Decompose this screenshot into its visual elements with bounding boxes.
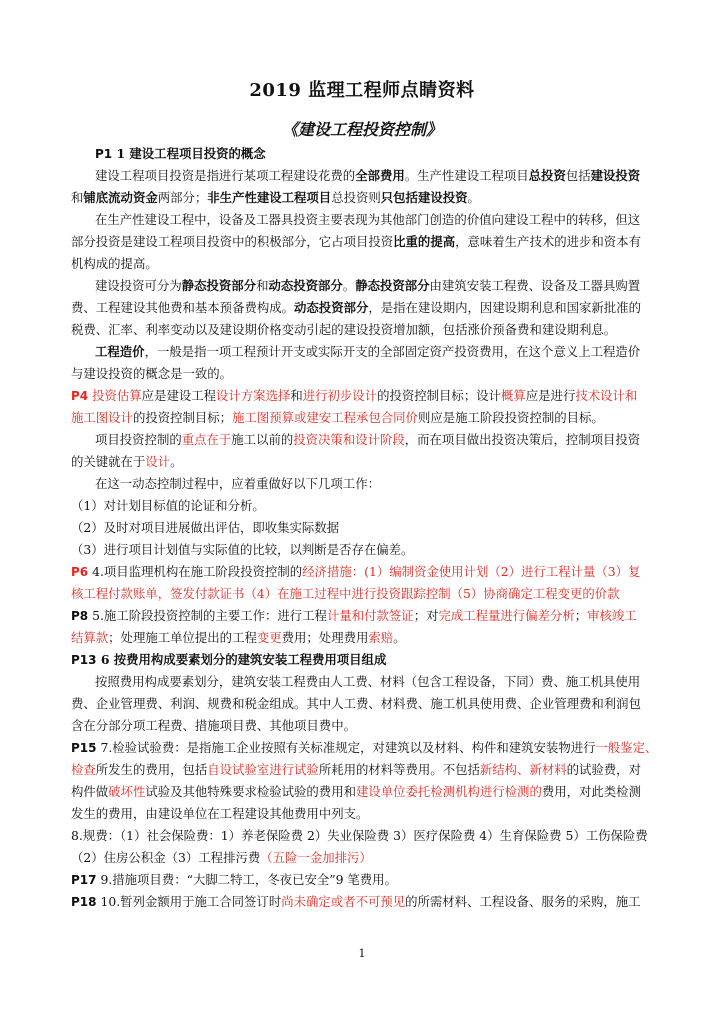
text-run: 尚未确定或者不可预见 (281, 894, 406, 909)
text-run: ，一般是指一项工程预计开支或实际开支的全部固定资产投资费用，在这个意义上工程造价 (144, 344, 641, 359)
text-line (71, 894, 657, 910)
text-run: 投资决策和设计阶段 (293, 432, 405, 447)
text-run: P15 (71, 741, 97, 755)
text-run: 两部分； (157, 190, 208, 205)
text-line (71, 608, 657, 624)
text-line (71, 300, 657, 316)
text-run: 概算 (501, 388, 526, 403)
text-run: 项目投资控制的 (95, 432, 182, 447)
text-line (71, 542, 657, 558)
text-run: （2）住房公积金（3）工程排污费 (71, 850, 261, 865)
text-run: 新结构、新材料 (479, 762, 567, 777)
text-run: 9.措施项目费：“大脚二特工，冬夜已安全”9 笔费用。 (96, 872, 397, 887)
text-run: P18 (71, 895, 97, 909)
text-line (71, 828, 657, 844)
text-line (71, 454, 657, 470)
text-run: ； (574, 608, 588, 623)
text-line (71, 564, 657, 580)
document-title: 2019 监理工程师点睛资料 (249, 80, 475, 101)
text-run: （1）对计划目标值的论证和分析。 (71, 498, 265, 513)
text-run: 设计方案选择 (216, 388, 291, 403)
document-subtitle: 《建设工程投资控制》 (281, 120, 442, 139)
text-run: 施工图设计 (71, 410, 133, 425)
text-run: P4 (71, 389, 89, 403)
text-run: 索赔 (368, 630, 394, 645)
text-run: 技术设计和 (575, 388, 638, 403)
text-run: 构件做 (71, 784, 109, 799)
text-line (71, 322, 657, 338)
text-run: 费用，对此类检测 (541, 784, 641, 799)
text-run: 8.规费：（1）社会保险费：1）养老保险费 2）失业保险费 3）医疗保险费 4）生育保险费 5）工伤保险费 (71, 828, 648, 843)
text-run: 所发生的费用，包括 (95, 762, 208, 777)
text-run: ，意味着生产技术的进步和资本有 (455, 234, 641, 249)
text-run: 总投资 (528, 168, 566, 183)
text-run: 施工以前的 (231, 432, 294, 447)
text-line (71, 520, 657, 536)
text-run: 检查 (71, 762, 96, 777)
text-line (71, 850, 657, 866)
text-line (71, 784, 657, 800)
text-line (71, 718, 657, 734)
text-run: 和 (290, 388, 303, 403)
text-run: （3）进行项目计划值与实际值的比较，以判断是否存在偏差。 (71, 542, 414, 557)
text-run: 与建设投资的概念是一致的。 (71, 366, 233, 381)
text-run: 自设试验室进行试验 (207, 762, 319, 777)
text-run: 所耗用的材料等费用。不包括 (318, 762, 480, 777)
text-line (71, 388, 657, 404)
text-run: 7.检验试验费：是指施工企业按照有关标准规定，对建筑以及材料、构件和建筑安装物进行 (96, 740, 596, 755)
text-run: 经济措施：(1）编制资金使用计划（2）进行工程计量（3）复 (302, 564, 641, 579)
text-run: 施工图预算或建安工程承包合同价 (232, 410, 418, 425)
text-run: 应是进行 (525, 388, 576, 403)
text-line (71, 630, 657, 646)
text-line (71, 806, 657, 822)
text-run: 则应是施工阶段投资控制的目标。 (417, 410, 604, 425)
text-run: 由建筑安装工程费、设备及工器具购置 (429, 278, 641, 293)
text-run: 的关键就在于 (71, 454, 146, 469)
text-run: 。 (342, 278, 356, 293)
text-run: P17 (71, 873, 97, 887)
text-run: 。 (170, 454, 183, 469)
text-line (71, 256, 657, 272)
text-run: （五险一金加排污） (260, 850, 372, 865)
text-run: 含在分部分项工程费、措施项目费、其他项目费中。 (71, 718, 356, 733)
text-run: P8 (71, 609, 89, 623)
text-run: 的投资控制目标； (132, 410, 233, 425)
text-run: 机构成的提高。 (71, 256, 158, 271)
text-run: （2）及时对项目进展做出评估，即收集实际数据 (71, 520, 340, 535)
text-run: 的试验费，对 (566, 762, 641, 777)
text-run: 部分投资是建设工程项目投资中的积极部分，它占项目投资 (71, 234, 394, 249)
text-run: ；对 (413, 608, 439, 623)
text-run: 计量和付款签证 (326, 608, 414, 623)
text-run: 试验及其他特殊要求检验试验的费用和 (145, 784, 356, 799)
text-run: 4.项目监理机构在施工阶段投资控制的 (88, 564, 303, 579)
text-run: 建设单位委托检测机构进行检测的 (355, 784, 542, 799)
text-run: P1 (95, 147, 113, 161)
text-run: 变更 (256, 630, 282, 645)
text-run: 费用；处理费用 (281, 630, 369, 645)
text-run: 静态投资部分 (181, 278, 257, 293)
text-run: 在生产性建设工程中，设备及工器具投资主要表现为其他部门创造的价值向建设工程中的转移，但这 (95, 212, 641, 227)
text-line (71, 696, 657, 712)
text-run: 10.暂列金额用于施工合同签订时 (96, 894, 282, 909)
text-run: 重点在于 (181, 432, 232, 447)
text-line (71, 740, 657, 756)
text-run: 工程造价 (95, 344, 145, 359)
text-line (71, 652, 657, 668)
text-run: P6 (71, 565, 89, 579)
text-run: 费、企业管理费、利润、规费和税金组成。其中人工费、材料费、施工机具使用费、企业管理费和利润包 (71, 696, 641, 711)
text-run: 的所需材料、工程设备、服务的采购，施工 (405, 894, 641, 909)
text-run: 按照费用构成要素划分，建筑安装工程费由人工费、材料（包含工程设备，下同）费、施工机具使用 (95, 674, 641, 689)
text-run: 建设投资 (590, 168, 641, 183)
text-run: 应是建设工程 (141, 388, 217, 403)
text-line (95, 212, 657, 228)
text-run: 设计 (145, 454, 171, 469)
text-run: 1 建设工程项目投资的概念 (112, 146, 266, 161)
text-run: 在这一动态控制过程中，应着重做好以下几项工作： (95, 476, 380, 491)
text-line (71, 190, 657, 206)
text-run: 税费、汇率、利率变动以及建设期价格变动引起的建设投资增加额，包括涨价预备费和建设期利息。 (71, 322, 617, 337)
text-run: ；处理施工单位提出的工程 (108, 630, 257, 645)
text-run: 破坏性 (108, 784, 146, 799)
text-run: 完成工程量进行偏差分析 (438, 608, 575, 623)
text-run: 建设投资可分为 (95, 278, 182, 293)
text-line (95, 278, 657, 294)
text-run: 包括 (565, 168, 591, 183)
text-run: 核工程付款账单，签发付款证书（4）在施工过程中进行投资跟踪控制（5）协商确定工程变更的价款 (71, 586, 620, 601)
text-run: 非生产性建设工程项目 (207, 190, 332, 205)
text-run: 6 按费用构成要素划分的建筑安装工程费用项目组成 (96, 652, 387, 667)
text-run: 总投资则 (331, 190, 381, 205)
text-run: 。生产性建设工程项目 (404, 168, 529, 183)
text-run: 的投资控制目标；设计 (377, 388, 501, 403)
text-run: P13 (71, 653, 97, 667)
text-run: 。 (393, 630, 406, 645)
text-line (95, 674, 657, 690)
text-run: 一般鉴定、 (595, 740, 657, 755)
text-run: 动态投资部分 (294, 300, 369, 315)
text-run: 和 (256, 278, 269, 293)
text-run: 动态投资部分 (268, 278, 343, 293)
text-run: 建设工程项目投资是指进行某项工程建设花费的 (95, 168, 356, 183)
text-run: 只包括建设投资 (380, 190, 468, 205)
text-line (71, 762, 657, 778)
text-run: 和 (71, 190, 84, 205)
text-line (71, 234, 657, 250)
text-run: 进行初步设计 (302, 388, 378, 403)
text-line (71, 498, 657, 514)
text-run: ，是指在建设期内，因建设期利息和国家新批准的 (368, 300, 641, 315)
text-line (71, 586, 657, 602)
text-run: 投资估算 (88, 388, 142, 403)
text-run: 审核竣工 (587, 608, 637, 623)
text-line (71, 366, 657, 382)
text-run: 。 (467, 190, 480, 205)
text-run: 铺底流动资金 (83, 190, 158, 205)
text-line (95, 146, 657, 162)
text-run: 发生的费用，由建设单位在工程建设其他费用中列支。 (71, 806, 369, 821)
text-line (95, 344, 657, 360)
text-line (95, 168, 657, 184)
text-run: 静态投资部分 (355, 278, 430, 293)
text-run: 5.施工阶段投资控制的主要工作：进行工程 (88, 608, 327, 623)
text-line (95, 476, 657, 492)
text-line (71, 410, 657, 426)
text-line (95, 432, 657, 448)
text-run: 结算款 (71, 630, 109, 645)
text-run: 费、工程建设其他费和基本预备费构成。 (71, 300, 295, 315)
text-run: ，而在项目做出投资决策后，控制项目投资 (404, 432, 641, 447)
text-line (71, 872, 657, 888)
text-run: 全部费用 (355, 168, 405, 183)
text-run: 比重的提高 (393, 234, 456, 249)
page-number: 1 (358, 947, 366, 960)
